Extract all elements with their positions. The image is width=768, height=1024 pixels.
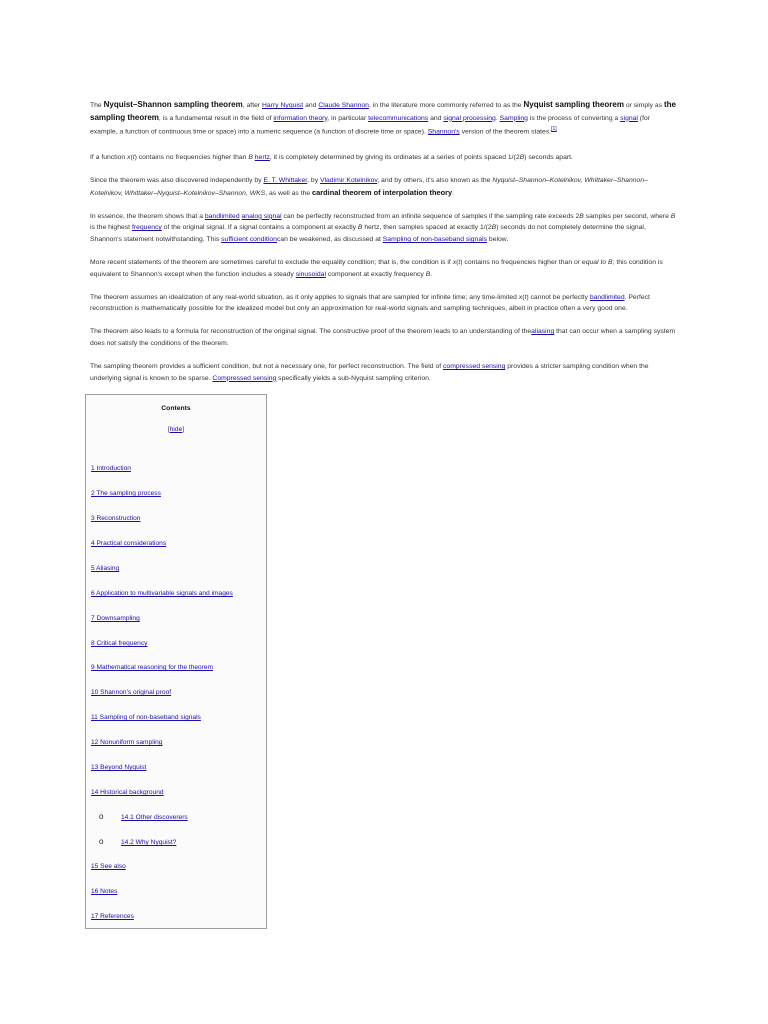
text: , in the literature more commonly referred to as the [368, 102, 524, 109]
text: , and by others, it's also known as the [377, 177, 493, 185]
link-sampling[interactable]: Sampling [499, 114, 528, 122]
text: The [90, 102, 104, 109]
math-var: B [425, 270, 431, 278]
toc-item-original-proof[interactable]: 10 Shannon's original proof [91, 689, 172, 696]
text: can be perfectly reconstructed from an infinite sequence of samples if the sampling rate exceeds 2 [281, 212, 580, 220]
text: ( [456, 259, 459, 267]
link-telecommunications[interactable]: telecommunications [368, 114, 429, 122]
toc-subitem-row [99, 837, 176, 846]
text: The theorem assumes an idealization of any real-world situation, as it only applies to signals that are sampled for infinite time; any time-limited [90, 293, 519, 301]
toc-subitem-other-discoverers[interactable]: 14.1 Other discoverers [121, 814, 188, 821]
toc-item-multivariable[interactable]: 6 Application to multivariable signals and images [91, 590, 233, 597]
text: version of the theorem states: [459, 128, 552, 136]
text: ) seconds apart. [524, 154, 573, 162]
text: ) seconds do not completely determine the signal, Shannon's statement notwithstanding. This [90, 224, 646, 244]
text: and [303, 102, 319, 109]
text: If a function [90, 154, 128, 162]
text: ; this condition is equivalent to Shannon's except when the function includes a steady [90, 259, 663, 278]
text: . [452, 189, 454, 197]
link-frequency[interactable]: frequency [131, 224, 162, 232]
link-compressed-sensing[interactable]: compressed sensing [443, 363, 506, 371]
text: , it is completely determined by giving its ordinates at a series of points spaced 1/(2 [269, 154, 520, 162]
link-kotelnikov[interactable]: Vladimir Kotelnikov [319, 177, 378, 185]
math-var: x [127, 154, 131, 162]
math-var: B [491, 224, 497, 232]
link-aliasing[interactable]: aliasing [531, 328, 555, 336]
toc-hide-link[interactable]: hide [169, 426, 183, 433]
toc-item-nonuniform-sampling[interactable]: 12 Nonuniform sampling [91, 739, 163, 746]
text: ) contains no frequencies higher than [134, 154, 249, 162]
link-bandlimited[interactable]: bandlimited [204, 212, 240, 220]
toc-hide-toggle[interactable]: [hide] [167, 426, 185, 433]
math-var: x [518, 293, 523, 301]
bullet-icon: o [99, 837, 104, 846]
text: Since the theorem was also discovered independently by [90, 177, 264, 185]
text: of the original signal. If a signal contains a component at exactly [161, 224, 358, 232]
link-whittaker[interactable]: E. T. Whittaker [263, 177, 308, 185]
math-var: t [524, 293, 527, 301]
toc-item-references[interactable]: 17 References [91, 913, 134, 920]
text: that can occur when a sampling system does not satisfy the conditions of the theorem. [90, 328, 676, 348]
link-shannons[interactable]: Shannon's [427, 128, 460, 136]
link-bandlimited-2[interactable]: bandlimited [589, 293, 625, 301]
reconstruction-paragraph [90, 326, 678, 349]
text: below. [487, 236, 509, 244]
text: , is a fundamental result in the field of [158, 114, 274, 122]
toc-item-introduction[interactable]: 1 Introduction [91, 465, 131, 472]
toc-item-reconstruction[interactable]: 3 Reconstruction [91, 515, 141, 522]
text: ) contains no frequencies higher than [460, 259, 574, 267]
toc-item-see-also[interactable]: 15 See also [91, 863, 126, 870]
toc-item-practical-considerations[interactable]: 4 Practical considerations [91, 540, 167, 547]
toc-subitem-why-nyquist[interactable]: 14.2 Why Nyquist? [121, 839, 177, 846]
toc-title: Contents [161, 405, 191, 412]
recent-statements-paragraph [90, 257, 678, 280]
text: specifically yields a sub-Nyquist sampling criterion. [276, 374, 431, 382]
link-hertz[interactable]: hertz [254, 154, 270, 162]
link-claude-shannon[interactable]: Claude Shannon [318, 102, 369, 109]
math-var: x [452, 259, 457, 267]
math-var: t [132, 154, 135, 162]
text: ) cannot be perfectly [526, 293, 590, 301]
link-compressed-sensing-2[interactable]: Compressed sensing [212, 374, 277, 382]
toc-item-mathematical-reasoning[interactable]: 9 Mathematical reasoning for the theorem [91, 664, 214, 671]
toc-item-notes[interactable]: 16 Notes [91, 888, 118, 895]
text: ( [130, 154, 133, 162]
math-var: B [519, 154, 525, 162]
term-bold: cardinal theorem of interpolation theory [312, 187, 453, 197]
text: and [428, 114, 444, 122]
text: samples per second, where [583, 212, 671, 220]
article-body [90, 99, 678, 396]
text: . [430, 270, 433, 278]
link-signal-processing[interactable]: signal processing [443, 114, 496, 122]
math-var: t [458, 259, 461, 267]
text: is the highest [90, 224, 132, 232]
math-var: B [357, 224, 363, 232]
reference-link[interactable]: [1] [551, 126, 557, 133]
link-harry-nyquist[interactable]: Harry Nyquist [262, 102, 304, 109]
toc-item-critical-frequency[interactable]: 8 Critical frequency [91, 640, 148, 647]
text: More recent statements of the theorem are sometimes careful to exclude the equality condition; that is, the condition is if [90, 259, 453, 267]
text: can be weakened, as discussed at [276, 236, 383, 244]
sufficient-condition-paragraph [90, 361, 678, 384]
text: , in particular [327, 114, 369, 122]
link-sampling-non-baseband[interactable]: Sampling of non-baseband signals [382, 236, 488, 244]
intro-paragraph [90, 99, 678, 138]
essence-paragraph [90, 211, 678, 246]
text: . [495, 114, 500, 122]
toc-item-historical-background[interactable]: 14 Historical background [91, 789, 164, 796]
text: component at exactly frequency [325, 270, 426, 278]
discoverers-paragraph [90, 175, 678, 199]
toc-item-aliasing[interactable]: 5 Aliasing [91, 565, 120, 572]
text: , by [307, 177, 320, 185]
link-information-theory[interactable]: information theory [273, 114, 328, 122]
math-var: B [670, 212, 676, 220]
math-var: B [248, 154, 253, 162]
toc-subitem-row [99, 812, 188, 821]
math-var: B [579, 212, 584, 220]
toc-item-downsampling[interactable]: 7 Downsampling [91, 615, 140, 622]
toc-item-non-baseband[interactable]: 11 Sampling of non-baseband signals [91, 714, 201, 721]
term-bold: Nyquist sampling theorem [523, 100, 624, 109]
text: , as well as the [265, 189, 313, 197]
theorem-statement [90, 152, 678, 164]
toc-item-beyond-nyquist[interactable]: 13 Beyond Nyquist [91, 764, 147, 771]
toc-item-sampling-process[interactable]: 2 The sampling process [91, 490, 161, 497]
text: ( [522, 293, 525, 301]
idealization-paragraph [90, 292, 678, 315]
term-bold: Nyquist–Shannon sampling theorem [103, 100, 243, 109]
link-sinusoidal[interactable]: sinusoidal [295, 270, 326, 278]
link-sufficient-condition[interactable]: sufficient condition [221, 236, 277, 244]
text: In essence, the theorem shows that a [90, 212, 205, 220]
text: (for example, a function of continuous time or space) into a numeric sequence (a function of discrete time or space). [90, 114, 651, 136]
alt-names: Nyquist–Shannon–Kotelnikov, Whittaker–Shannon–Kotelnikov, Whittaker–Nyquist–Kotelnikov–Shannon, WKS [90, 177, 648, 197]
link-signal[interactable]: signal [620, 114, 638, 122]
math-var: or equal to B [574, 259, 613, 267]
table-of-contents [85, 394, 267, 929]
text: is the process of converting a [527, 114, 621, 122]
text: provides a stricter sampling condition when the underlying signal is known to be sparse. [90, 363, 649, 382]
text: The theorem also leads to a formula for reconstruction of the original signal. The constructive proof of the theorem leads to an understanding of the [90, 328, 532, 336]
text: hertz, then samples spaced at exactly 1/(2 [362, 224, 492, 232]
text: or simply as [623, 102, 664, 109]
text: The sampling theorem provides a sufficient condition, but not a necessary one, for perfect reconstruction. The field of [90, 363, 444, 371]
text: . Perfect reconstruction is mathematically possible for the idealized model but only an approximation for real-world signals and sampling techniques, albeit in practice often a very good one. [90, 293, 650, 313]
text: , after [242, 102, 263, 109]
term-bold: the sampling theorem [90, 100, 676, 122]
link-analog-signal[interactable]: analog signal [241, 212, 282, 220]
bullet-icon: o [99, 812, 104, 821]
